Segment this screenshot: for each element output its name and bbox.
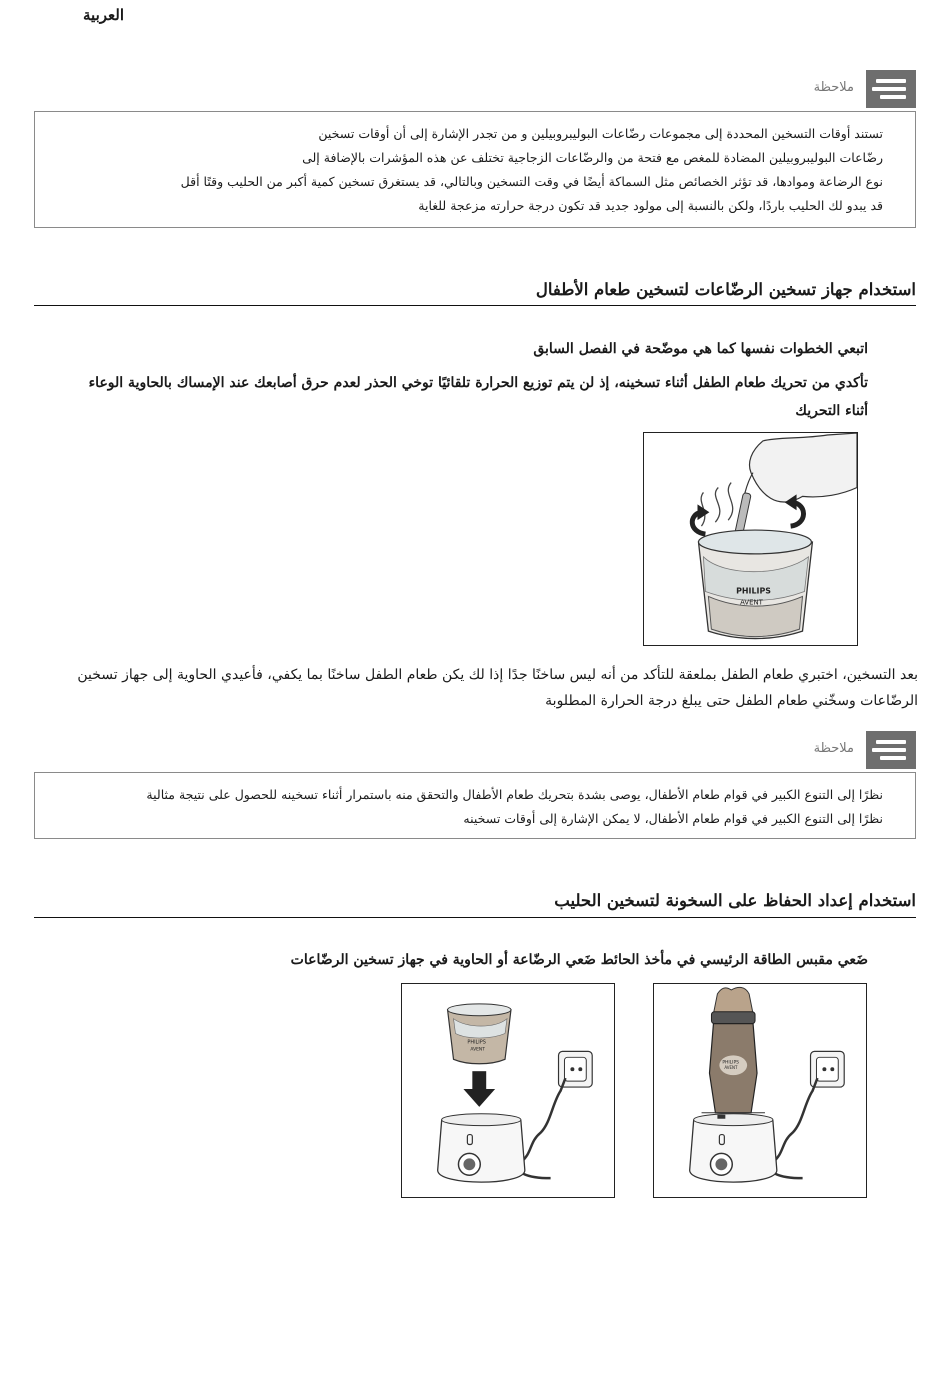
- jar-brand-2: AVENT: [740, 598, 763, 607]
- stirring-jar-illustration: [643, 432, 858, 646]
- note-line: قد يبدو لك الحليب باردًا، ولكن بالنسبة إلى مولود جديد قد تكون درجة حرارته مزعجة للغاية: [418, 198, 883, 213]
- bottle-brand-1: PHILIPS: [722, 1060, 739, 1066]
- note-lines-icon: [866, 731, 916, 769]
- note-line: نظرًا إلى التنوع الكبير في قوام طعام الأطفال، لا يمكن الإشارة إلى أوقات تسخينه: [463, 811, 883, 826]
- note-line: رضّاعات البوليبروبيلين المضادة للمغص مع فتحة من والرضّاعات الزجاجية تختلف عن هذه المؤشرات بالإضافة إلى: [302, 150, 883, 165]
- note-line: نوع الرضاعة وموادها، قد تؤثر الخصائص مثل السماكة أيضًا في وقت التسخين وبالتالي، قد يستغرق تسخين كمية أكبر من الحليب وقتًا أقل: [180, 174, 883, 189]
- jar-brand-2: AVENT: [470, 1047, 485, 1053]
- jar-brand-1: PHILIPS: [736, 586, 771, 596]
- section-rule: [34, 305, 916, 306]
- bottle-warmer-illustration: [653, 983, 867, 1198]
- note-header: [716, 731, 916, 769]
- step-text: تأكدي من تحريك طعام الطفل أثناء تسخينه، إذ لن يتم توزيع الحرارة تلقائيًا توخي الحذر لعدم حرق أصابعك عند الإمساك بالحاوية الوعاء: [88, 375, 868, 391]
- note-box: [34, 772, 916, 839]
- paragraph-line: بعد التسخين، اختبري طعام الطفل بملعقة للتأكد من أنه ليس ساخنًا جدًا إذا لك يكن طعام الطفل ساخنًا بما يكفي، فأعيدي الحاوية إلى جهاز تسخين: [77, 667, 918, 683]
- section-heading: استخدام إعداد الحفاظ على السخونة لتسخين الحليب: [554, 891, 916, 910]
- note-line: تستند أوقات التسخين المحددة إلى مجموعات رضّاعات البوليبروبيلين و من تجدر الإشارة إلى أن أوقات تسخين: [318, 126, 883, 141]
- section-rule: [34, 917, 916, 918]
- note-line: نظرًا إلى التنوع الكبير في قوام طعام الأطفال، يوصى بشدة بتحريك طعام الأطفال والتحقق منه باستمرار أثناء تسخينه للحصول على نتيجة مثالية: [146, 787, 883, 802]
- bottle-brand-2: AVENT: [724, 1065, 738, 1071]
- note-label: ملاحظة: [813, 741, 854, 756]
- jar-brand-1: PHILIPS: [467, 1039, 486, 1046]
- note-box: [34, 111, 916, 228]
- note-header: [716, 70, 916, 108]
- paragraph-line: الرضّاعات وسخّني طعام الطفل حتى يبلغ درجة الحرارة المطلوبة: [545, 693, 918, 709]
- container-warmer-illustration: [401, 983, 615, 1198]
- step-text: أثناء التحريك: [795, 403, 868, 419]
- step-text: اتبعي الخطوات نفسها كما هي موضّحة في الفصل السابق: [533, 341, 868, 357]
- note-label: ملاحظة: [813, 80, 854, 95]
- language-label: العربية: [83, 6, 124, 24]
- note-lines-icon: [866, 70, 916, 108]
- step-text: ضَعي مقبس الطاقة الرئيسي في مأخذ الحائط ضَعي الرضّاعة أو الحاوية في جهاز تسخين الرضّاعات: [290, 952, 868, 968]
- section-heading: استخدام جهاز تسخين الرضّاعات لتسخين طعام الأطفال: [535, 280, 916, 299]
